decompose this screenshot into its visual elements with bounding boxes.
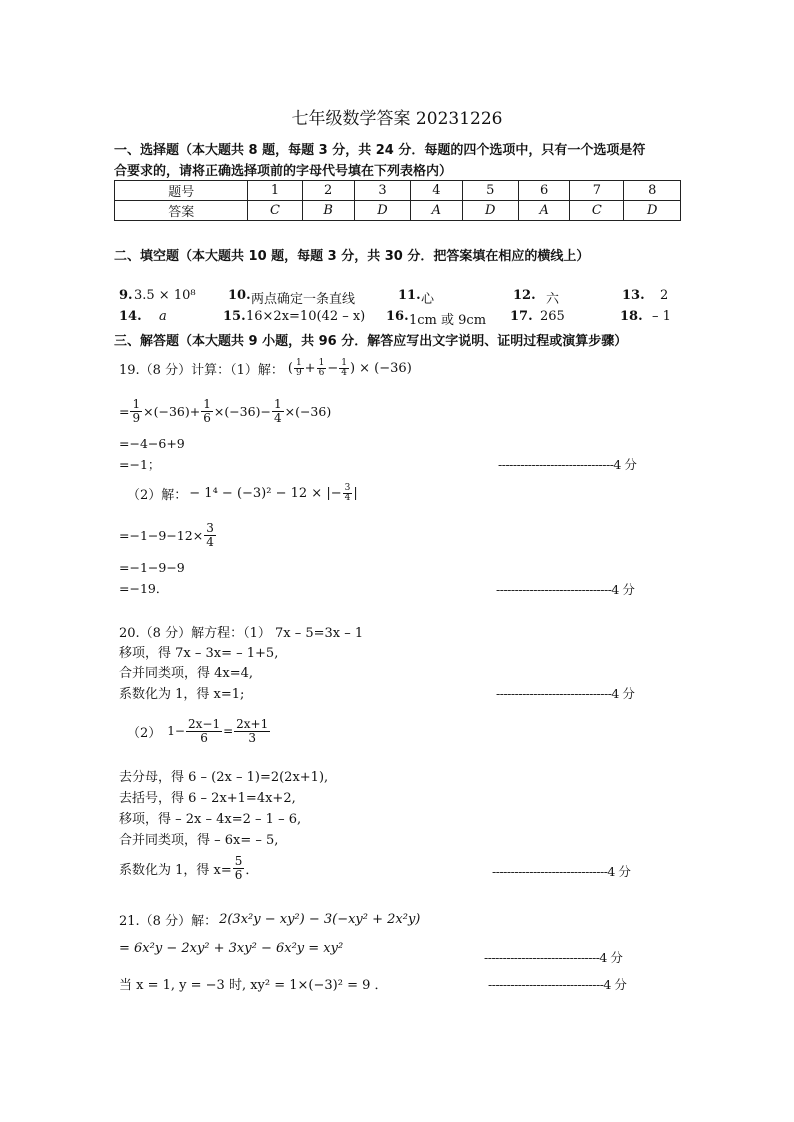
q19-part2-step1-text: =−1−9−12× [119, 527, 204, 543]
fill-number-11: 11. [398, 288, 421, 303]
q19-part2-step1 [119, 522, 217, 548]
q19-score-1: -------------------------------4 分 [498, 457, 637, 472]
table-cell: D [462, 201, 518, 221]
page-title: 七年级数学答案 20231226 [291, 109, 503, 129]
q20-intro: 20.（8 分）解方程：（1） 7x – 5=3x – 1 [119, 626, 364, 641]
q19-step1-part3: ×(−36) [284, 403, 332, 419]
q19-score-2: -------------------------------4 分 [496, 582, 635, 597]
q19-step1 [119, 398, 331, 424]
q20-part2-step5-text: 系数化为 1，得 x= [119, 862, 232, 878]
abs-bar: | [353, 486, 358, 502]
q19-expr-open: ( [287, 361, 293, 377]
fill-answer-16: 1cm 或 9cm [409, 313, 487, 328]
q21-expr: 2(3x²y − xy²) − 3(−xy² + 2x²y) [219, 912, 421, 927]
q20-part2-step5 [119, 855, 258, 881]
q19-part2-step3: =−19． [119, 581, 169, 596]
fill-number-15: 15. [223, 309, 246, 324]
q19-part2-line [127, 484, 358, 504]
answer-table [114, 180, 681, 221]
row-label-answer: 答案 [115, 201, 248, 221]
fraction-3-4: $\frac{3}{4}$ [206, 521, 214, 549]
q19-intro-line [119, 359, 412, 379]
fill-number-10: 10. [228, 288, 251, 303]
q20-part2-step4: 合并同类项，得 – 6x= – 5, [119, 833, 279, 848]
fill-answer-11: 心 [421, 292, 435, 307]
q19-expr-tail: ) × (−36) [349, 361, 412, 377]
plus-sign: + [304, 361, 316, 377]
fill-answer-13: 2 [660, 288, 669, 303]
q20-part2-equation [127, 718, 271, 744]
table-cell: A [411, 201, 462, 221]
q20-part2-label: （2） [127, 725, 162, 741]
q19-part2-step2: =−1−9−9 [119, 560, 185, 575]
section1-heading-line2: 合要求的，请将正确选择项前的字母代号填在下列表格内） [114, 164, 453, 179]
q21-intro: 21.（8 分）解： [119, 914, 218, 929]
fill-answer-12: 六 [546, 292, 560, 307]
equals-sign: = [119, 403, 130, 419]
table-cell: A [519, 201, 570, 221]
q20-part2-step2: 去括号，得 6 – 2x+1=4x+2, [119, 791, 296, 806]
fraction-1-4: $\frac{1}{4}$ [341, 358, 347, 379]
q19-intro: 19.（8 分）计算：（1）解： [119, 363, 284, 379]
q19-step3: =−1； [119, 457, 161, 472]
q21-step1: = 6x²y − 2xy² + 3xy² − 6x²y = xy² [119, 941, 344, 956]
q20-score-2: -------------------------------4 分 [492, 864, 631, 879]
fill-number-18: 18. [620, 309, 643, 324]
section1-heading-line1: 一、选择题（本大题共 8 题，每题 3 分，共 24 分．每题的四个选项中，只有一个选项是符 [114, 143, 646, 158]
table-cell: 5 [462, 181, 518, 201]
fill-answer-9: 3.5 × 10⁸ [134, 288, 196, 303]
q20-step2: 合并同类项，得 4x=4, [119, 666, 254, 681]
fraction-3-4: $\frac{3}{4}$ [344, 483, 351, 504]
q20-part2-step5-tail: ． [245, 862, 259, 878]
fill-number-9: 9. [119, 288, 133, 303]
table-cell: 3 [354, 181, 410, 201]
table-cell: 2 [302, 181, 354, 201]
q21-score-2: -------------------------------4 分 [488, 977, 627, 992]
fraction-1-4: $\frac{1}{4}$ [273, 397, 282, 425]
minus-sign: − [327, 361, 339, 377]
fill-number-12: 12. [513, 288, 536, 303]
fill-answer-15: 16×2x=10(42 – x) [246, 309, 366, 324]
fraction-1-6: $\frac{1}{6}$ [318, 358, 325, 379]
table-cell: 4 [411, 181, 462, 201]
q20-part2-step3: 移项，得 – 2x – 4x=2 – 1 – 6, [119, 812, 302, 827]
fill-number-17: 17. [510, 309, 533, 324]
fraction-1-6: $\frac{1}{6}$ [203, 397, 211, 425]
q20-step1: 移项，得 7x – 3x= – 1+5, [119, 646, 279, 661]
table-cell: 1 [248, 181, 302, 201]
fill-number-13: 13. [622, 288, 645, 303]
row-label-number: 题号 [115, 181, 248, 201]
q19-part2-intro: （2）解： [127, 488, 188, 504]
q20-part2-step1: 去分母，得 6 – (2x – 1)=2(2x+1), [119, 770, 329, 785]
fraction-2x-1-over-6: $\frac{2x-1}{6}$ [187, 717, 221, 745]
table-cell: 6 [519, 181, 570, 201]
q19-step1-part1: ×(−36)+ [143, 403, 201, 419]
section3-heading: 三、解答题（本大题共 9 小题，共 96 分．解答应写出文字说明、证明过程或演算步骤） [114, 334, 628, 349]
fraction-5-6: $\frac{5}{6}$ [234, 854, 243, 882]
table-cell: C [570, 201, 624, 221]
table-cell: 8 [624, 181, 681, 201]
equals-sign: = [223, 724, 234, 739]
table-row-answers [115, 201, 681, 221]
table-cell: D [354, 201, 410, 221]
section2-heading: 二、填空题（本大题共 10 题，每题 3 分，共 30 分．把答案填在相应的横线上） [114, 249, 590, 264]
fill-answer-14: a [159, 309, 167, 324]
fraction-1-9: $\frac{1}{9}$ [295, 358, 302, 379]
q20-score-1: -------------------------------4 分 [496, 686, 635, 701]
fraction-2x+1-over-3: $\frac{2x+1}{3}$ [236, 717, 269, 745]
fraction-1-9: $\frac{1}{9}$ [132, 397, 141, 425]
fill-number-16: 16. [386, 309, 409, 324]
q21-intro-line [119, 910, 420, 929]
q21-step2: 当 x = 1, y = −3 时, xy² = 1×(−3)² = 9 ． [119, 978, 388, 993]
fill-answer-18: – 1 [652, 309, 671, 324]
q19-part2-expr: − 1⁴ − (−3)² − 12 × |− [189, 486, 342, 502]
q19-step2: =−4−6+9 [119, 436, 185, 451]
table-cell: 7 [570, 181, 624, 201]
fill-answer-17: 265 [540, 309, 565, 324]
table-cell: D [624, 201, 681, 221]
q19-step1-part2: ×(−36)− [213, 403, 271, 419]
table-cell: C [248, 201, 302, 221]
table-row-numbers [115, 181, 681, 201]
q20-part2-lhs: 1− [167, 724, 185, 739]
fill-number-14: 14. [119, 309, 142, 324]
q20-step3: 系数化为 1，得 x=1; [119, 687, 245, 702]
table-cell: B [302, 201, 354, 221]
fill-answer-10: 两点确定一条直线 [251, 292, 356, 307]
q21-score-1: -------------------------------4 分 [484, 950, 623, 965]
